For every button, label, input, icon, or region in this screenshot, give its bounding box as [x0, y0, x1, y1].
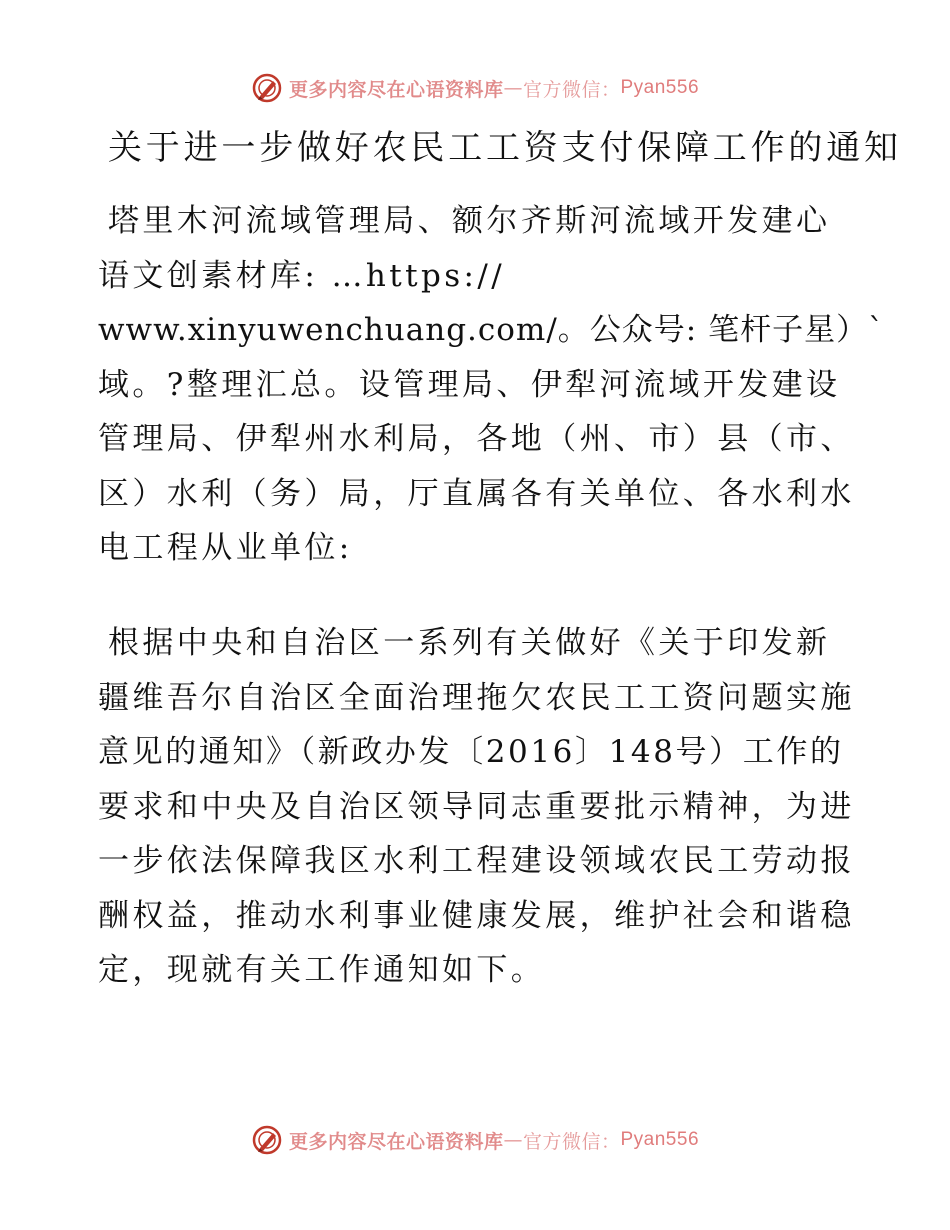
paragraph-line: 定，现就有关工作通知如下。: [98, 952, 546, 988]
banner-wechat-label: 官方微信：: [522, 78, 621, 101]
paragraph-line: www.xinyuwenchuang.com/。公众号: 笔杆子星）`: [98, 312, 885, 348]
banner-wechat-label: 官方微信：: [522, 1130, 621, 1153]
banner-site-name: 更多内容尽在心语资料库: [288, 1130, 504, 1153]
paragraph-line: 疆维吾尔自治区全面治理拖欠农民工工资问题实施: [98, 679, 855, 716]
paragraph-line: 电工程从业单位:: [98, 530, 353, 566]
paragraph-line: 塔里木河流域管理局、额尔齐斯河流域开发建心: [108, 203, 831, 239]
paragraph-line: 意见的通知》（新政办发〔2016〕148号）工作的: [98, 734, 844, 770]
header-banner: [0, 72, 950, 104]
pen-logo-icon: [251, 1124, 283, 1156]
paragraph-line: 区）水利（务）局，厅直属各有关单位、各水利水: [98, 475, 855, 512]
paragraph-line: 根据中央和自治区一系列有关做好《关于印发新: [108, 625, 831, 661]
pen-logo-icon: [251, 72, 283, 104]
paragraph-line: 一步依法保障我区水利工程建设领域农民工劳动报: [98, 843, 855, 879]
banner-separator: —: [503, 77, 523, 99]
paragraph-recipients: [98, 194, 885, 576]
banner-wechat-id: Pyan556: [620, 77, 700, 98]
paragraph-body: [98, 616, 868, 998]
paragraph-line: 要求和中央及自治区领导同志重要批示精神，为进: [98, 788, 855, 825]
paragraph-line: 语文创素材库: …https://: [98, 257, 506, 294]
paragraph-line: 酬权益，推动水利事业健康发展，维护社会和谐稳: [98, 897, 855, 934]
banner-separator: —: [503, 1129, 523, 1151]
banner-wechat-id: Pyan556: [620, 1129, 700, 1150]
document-title: 关于进一步做好农民工工资支付保障工作的通知: [108, 128, 902, 168]
paragraph-line: 域。?整理汇总。设管理局、伊犁河流域开发建设: [98, 366, 841, 403]
paragraph-line: 管理局、伊犁州水利局，各地（州、市）县（市、: [98, 421, 855, 457]
banner-site-name: 更多内容尽在心语资料库: [288, 78, 504, 101]
footer-banner: [0, 1124, 950, 1156]
